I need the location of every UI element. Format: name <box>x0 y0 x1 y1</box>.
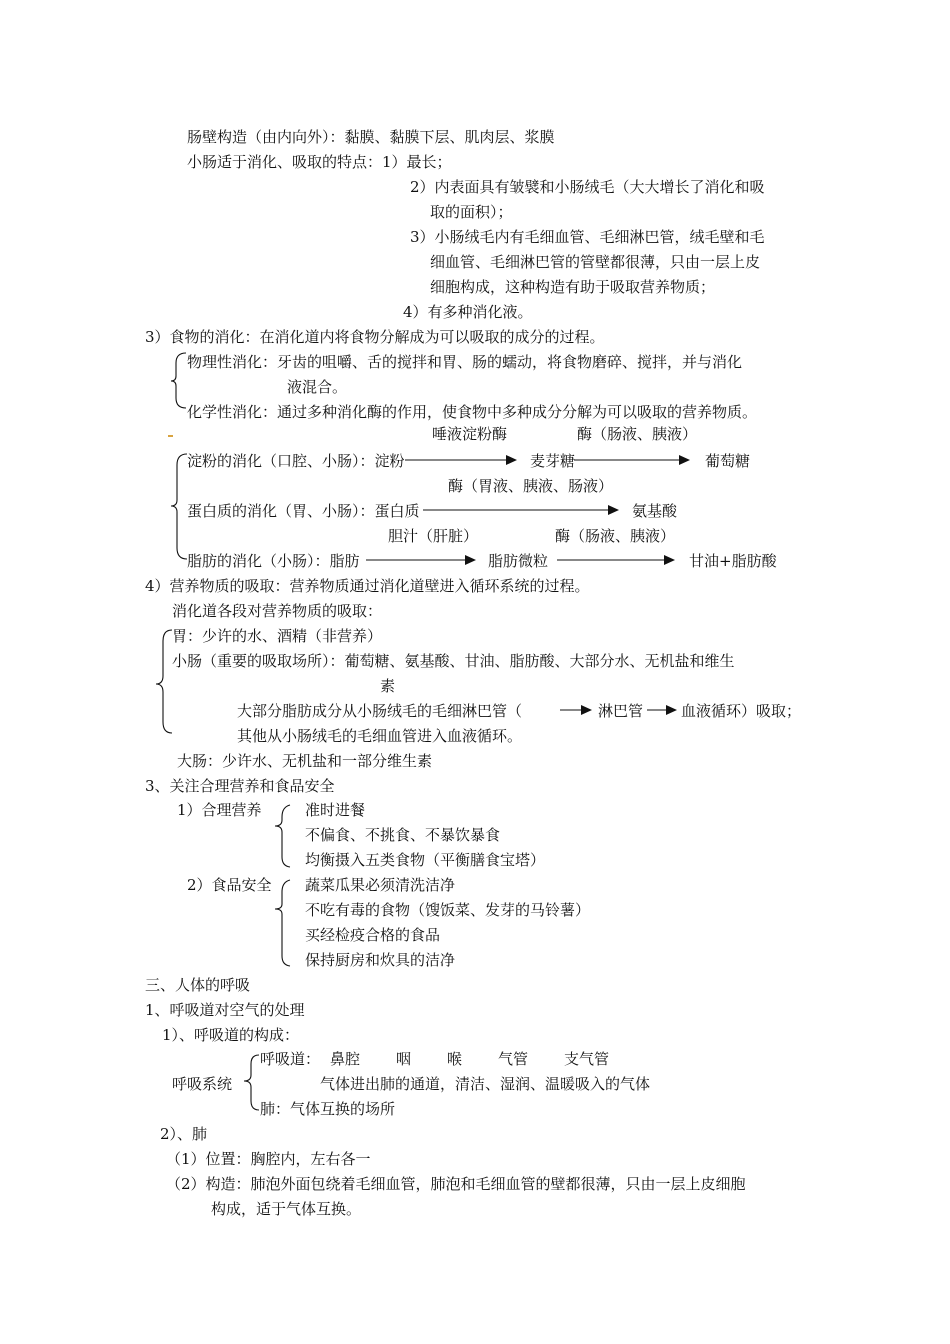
reasonable-item-3: 均衡摄入五类食物（平衡膳食宝塔） <box>305 851 546 869</box>
brace-digestion-type <box>171 353 186 408</box>
respiratory-system-label: 呼吸系统 <box>172 1075 233 1093</box>
arrow-maltose-glucose <box>574 455 690 465</box>
absorption-large-intestine: 大肠：少许水、无机盐和一部分维生素 <box>177 752 433 770</box>
brace-absorption <box>156 630 172 733</box>
intestine-wall-text: 肠壁构造（由内向外）：黏膜、黏膜下层、肌肉层、浆膜 <box>187 128 555 146</box>
intestine-feature-2b: 取的面积）； <box>430 203 513 221</box>
chemical-digestion: 化学性消化：通过多种消化酶的作用，使食物中多种成分分解为可以吸取的营养物质。 <box>187 403 758 421</box>
intestine-feature-2a: 2）内表面具有皱襞和小肠绒毛（大大增长了消化和吸 <box>410 178 765 196</box>
fat-enzyme-2: 酶（肠液、胰液） <box>555 527 676 545</box>
fat-absorption-path-b: 淋巴管 <box>598 702 644 720</box>
starch-enzyme-2: 酶（肠液、胰液） <box>577 425 698 443</box>
absorption-intro: 消化道各段对营养物质的吸取： <box>172 602 383 620</box>
respiration-heading: 三、人体的呼吸 <box>145 976 251 994</box>
intestine-feature-3c: 细胞构成，这种构造有助于吸取营养物质； <box>430 278 716 296</box>
safety-item-4: 保持厨房和炊具的洁净 <box>305 951 456 969</box>
arrow-lymph-1 <box>560 705 592 715</box>
lung-position: （1）位置：胸腔内，左右各一 <box>166 1150 371 1168</box>
protein-enzyme: 酶（胃液、胰液、肠液） <box>448 477 614 495</box>
reasonable-item-1: 准时进餐 <box>305 801 366 819</box>
tract-part-pharynx: 咽 <box>396 1050 412 1068</box>
tract-part-trachea: 气管 <box>498 1050 529 1068</box>
arrow-fat-particles <box>366 555 476 565</box>
absorption-heading: 4）营养物质的吸取：营养物质通过消化道壁进入循环系统的过程。 <box>145 577 590 595</box>
arrow-protein-amino <box>423 505 619 515</box>
brace-respiratory-system <box>244 1055 259 1110</box>
lung-label: 肺：气体互换的场所 <box>260 1100 396 1118</box>
starch-glucose: 葡萄糖 <box>705 452 751 470</box>
respiration-sub-2: 2）、肺 <box>160 1125 208 1143</box>
brace-nutrient-digestion <box>171 454 187 559</box>
nutrition-heading: 3、关注合理营养和食品安全 <box>145 777 335 795</box>
arrow-lymph-2 <box>647 705 677 715</box>
lung-structure-b: 构成，适于气体互换。 <box>211 1200 362 1218</box>
arrow-starch-maltose <box>405 455 517 465</box>
fat-absorption-path-a: 大部分脂肪成分从小肠绒毛的毛细淋巴管（ <box>237 702 523 720</box>
intestine-feature-3b: 细血管、毛细淋巴管的管壁都很薄，只由一层上皮 <box>430 253 761 271</box>
physical-digestion-b: 液混合。 <box>287 378 348 396</box>
physical-digestion-a: 物理性消化：牙齿的咀嚼、舌的搅拌和胃、肠的蠕动，将食物磨碎、搅拌，并与消化 <box>187 353 743 371</box>
food-safety-label: 2）食品安全 <box>187 876 272 894</box>
lung-structure-a: （2）构造：肺泡外面包绕着毛细血管，肺泡和毛细血管的壁都很薄，只由一层上皮细胞 <box>166 1175 746 1193</box>
absorption-small-intestine-a: 小肠（重要的吸取场所）：葡萄糖、氨基酸、甘油、脂肪酸、大部分水、无机盐和维生 <box>172 652 735 670</box>
protein-digestion-label: 蛋白质的消化（胃、小肠）：蛋白质 <box>187 502 420 520</box>
digestion-heading: 3）食物的消化：在消化道内将食物分解成为可以吸取的成分的过程。 <box>145 328 605 346</box>
tract-part-larynx: 喉 <box>447 1050 463 1068</box>
safety-item-2: 不吃有毒的食物（馊饭菜、发芽的马铃薯） <box>305 901 591 919</box>
fat-enzyme-bile: 胆汁（肝脏） <box>388 527 479 545</box>
absorption-small-intestine-b: 素 <box>380 677 396 695</box>
fat-digestion-label: 脂肪的消化（小肠）：脂肪 <box>187 552 360 570</box>
fat-glycerol-fatty-acid: 甘油+脂肪酸 <box>689 552 777 570</box>
absorption-other: 其他从小肠绒毛的毛细血管进入血液循环。 <box>237 727 523 745</box>
fat-particles: 脂肪微粒 <box>488 552 549 570</box>
starch-maltose: 麦芽糖 <box>530 452 576 470</box>
safety-item-3: 买经检疫合格的食品 <box>305 926 441 944</box>
safety-item-1: 蔬菜瓜果必须清洗洁净 <box>305 876 456 894</box>
fat-absorption-path-c: 血液循环）吸取； <box>681 702 802 720</box>
respiratory-tract-desc: 气体进出肺的通道，清洁、湿润、温暖吸入的气体 <box>320 1075 651 1093</box>
stray-mark <box>168 435 173 437</box>
respiratory-tract-label: 呼吸道： <box>260 1050 321 1068</box>
reasonable-item-2: 不偏食、不挑食、不暴饮暴食 <box>305 826 501 844</box>
brace-reasonable-nutrition <box>275 805 290 867</box>
absorption-stomach: 胃：少许的水、酒精（非营养） <box>172 627 383 645</box>
intestine-feature-3a: 3）小肠绒毛内有毛细血管、毛细淋巴管，绒毛壁和毛 <box>410 228 765 246</box>
respiration-sub-1: 1、呼吸道对空气的处理 <box>145 1001 305 1019</box>
protein-amino-acid: 氨基酸 <box>632 502 678 520</box>
tract-part-nasal-cavity: 鼻腔 <box>330 1050 361 1068</box>
brace-food-safety <box>275 880 290 966</box>
starch-digestion-label: 淀粉的消化（口腔、小肠）：淀粉 <box>187 452 405 470</box>
intestine-feature-4: 4）有多种消化液。 <box>403 303 533 321</box>
intestine-features-intro: 小肠适于消化、吸取的特点：1）最长； <box>187 153 452 171</box>
tract-part-bronchi: 支气管 <box>564 1050 610 1068</box>
starch-enzyme-1: 唾液淀粉酶 <box>432 425 508 443</box>
arrow-particles-glycerol <box>557 555 675 565</box>
reasonable-nutrition-label: 1）合理营养 <box>177 801 262 819</box>
respiration-sub-1-1: 1）、呼吸道的构成： <box>162 1026 300 1044</box>
